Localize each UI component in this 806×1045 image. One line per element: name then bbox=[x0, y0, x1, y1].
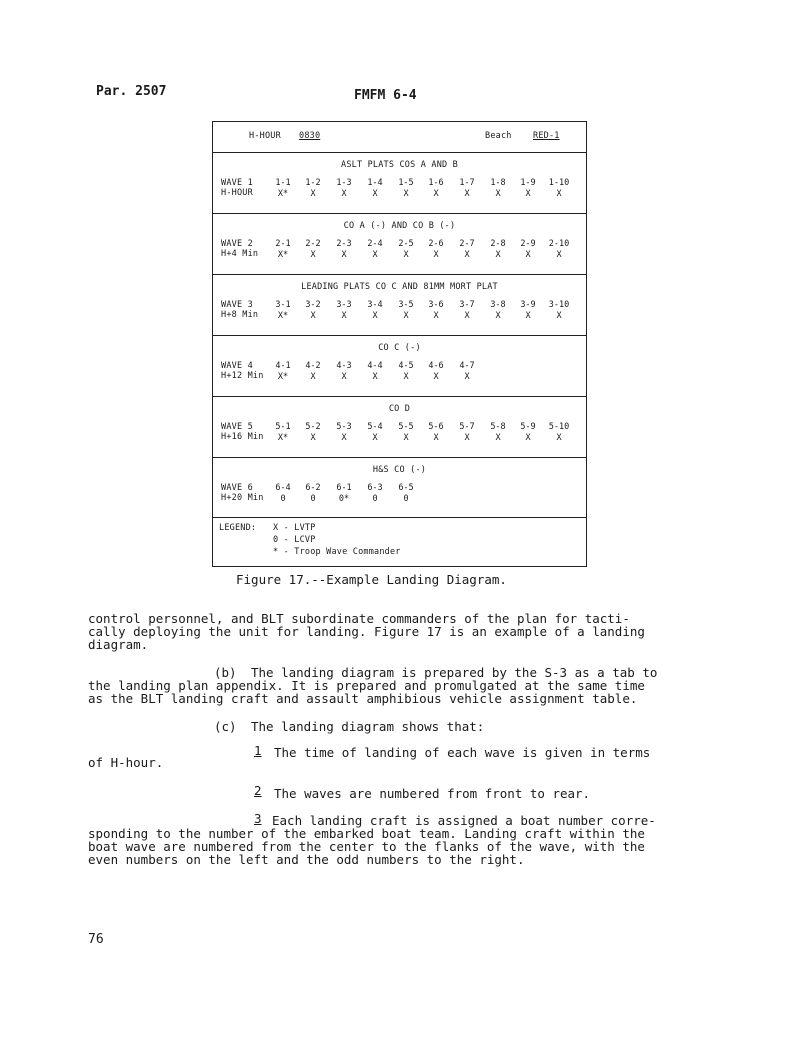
craft-type: X bbox=[310, 189, 316, 199]
boat-number: 1-6 bbox=[428, 178, 444, 188]
boat-number: 2-3 bbox=[336, 239, 352, 249]
boat-number: 5-3 bbox=[336, 422, 352, 432]
boat-number: 2-10 bbox=[548, 239, 570, 249]
craft-type: X bbox=[464, 189, 470, 199]
craft-type: X bbox=[341, 311, 347, 321]
list-item-text: even numbers on the left and the odd numbers to the right. bbox=[88, 852, 525, 867]
craft-type: X bbox=[372, 433, 378, 443]
divider bbox=[213, 152, 586, 153]
section-title: ASLT PLATS COS A AND B bbox=[341, 160, 458, 170]
paragraph-line: control personnel, and BLT subordinate commanders of the plan for tacti- bbox=[88, 611, 630, 626]
craft-type: X bbox=[495, 189, 501, 199]
craft-type: X bbox=[372, 250, 378, 260]
craft-type: X bbox=[403, 433, 409, 443]
paragraph-line: the landing plan appendix. It is prepared and promulgated at the same time bbox=[88, 678, 645, 693]
wave-label: WAVE 5 bbox=[221, 422, 253, 432]
craft-type: X bbox=[310, 250, 316, 260]
boat-number: 4-2 bbox=[305, 361, 321, 371]
boat-number: 6-2 bbox=[305, 483, 321, 493]
craft-type: X bbox=[310, 372, 316, 382]
craft-type: X bbox=[403, 372, 409, 382]
paragraph-line: diagram. bbox=[88, 637, 149, 652]
legend-item: X - LVTP bbox=[273, 523, 316, 533]
divider bbox=[213, 274, 586, 275]
boat-number: 2-7 bbox=[459, 239, 475, 249]
beach-value: RED-1 bbox=[533, 131, 560, 141]
craft-type: X bbox=[403, 250, 409, 260]
section-title: H&S CO (-) bbox=[372, 465, 427, 475]
wave-time: H+16 Min bbox=[221, 432, 264, 442]
boat-number: 2-6 bbox=[428, 239, 444, 249]
list-item-text: boat wave are numbered from the center to the flanks of the wave, with the bbox=[88, 839, 645, 854]
boat-number: 5-9 bbox=[520, 422, 536, 432]
boat-number: 3-8 bbox=[490, 300, 506, 310]
craft-type: X bbox=[433, 311, 439, 321]
boat-number: 1-10 bbox=[548, 178, 570, 188]
craft-type: X bbox=[464, 433, 470, 443]
boat-number: 3-4 bbox=[367, 300, 383, 310]
craft-type: 0 bbox=[372, 494, 378, 504]
boat-number: 4-1 bbox=[275, 361, 291, 371]
subparagraph-marker-b: (b) bbox=[214, 665, 237, 680]
boat-number: 4-7 bbox=[459, 361, 475, 371]
boat-number: 5-8 bbox=[490, 422, 506, 432]
paragraph-line: as the BLT landing craft and assault amphibious vehicle assignment table. bbox=[88, 691, 638, 706]
craft-type: X* bbox=[277, 311, 289, 321]
boat-number: 3-3 bbox=[336, 300, 352, 310]
craft-type: X bbox=[525, 311, 531, 321]
wave-time: H+12 Min bbox=[221, 371, 264, 381]
divider bbox=[213, 396, 586, 397]
craft-type: X bbox=[556, 189, 562, 199]
boat-number: 4-3 bbox=[336, 361, 352, 371]
craft-type: X* bbox=[277, 372, 289, 382]
craft-type: X bbox=[433, 433, 439, 443]
legend-item: 0 - LCVP bbox=[273, 535, 316, 545]
boat-number: 6-3 bbox=[367, 483, 383, 493]
list-item-text: The waves are numbered from front to rear. bbox=[274, 786, 591, 801]
boat-number: 5-10 bbox=[548, 422, 570, 432]
divider bbox=[213, 213, 586, 214]
craft-type: X bbox=[433, 189, 439, 199]
boat-number: 2-4 bbox=[367, 239, 383, 249]
boat-number: 2-1 bbox=[275, 239, 291, 249]
wave-time: H+8 Min bbox=[221, 310, 259, 320]
craft-type: X bbox=[372, 372, 378, 382]
craft-type: X bbox=[495, 250, 501, 260]
boat-number: 3-2 bbox=[305, 300, 321, 310]
header-publication: FMFM 6-4 bbox=[354, 88, 417, 103]
boat-number: 1-3 bbox=[336, 178, 352, 188]
paragraph-line: cally deploying the unit for landing. Figure 17 is an example of a landing bbox=[88, 624, 645, 639]
craft-type: X bbox=[525, 250, 531, 260]
wave-label: WAVE 2 bbox=[221, 239, 253, 249]
boat-number: 4-5 bbox=[398, 361, 414, 371]
boat-number: 1-1 bbox=[275, 178, 291, 188]
boat-number: 2-5 bbox=[398, 239, 414, 249]
wave-label: WAVE 3 bbox=[221, 300, 253, 310]
boat-number: 4-6 bbox=[428, 361, 444, 371]
boat-number: 1-9 bbox=[520, 178, 536, 188]
craft-type: X bbox=[433, 372, 439, 382]
craft-type: X bbox=[310, 311, 316, 321]
craft-type: X* bbox=[277, 433, 289, 443]
list-item-text: Each landing craft is assigned a boat number corre- bbox=[272, 813, 656, 828]
craft-type: X bbox=[433, 250, 439, 260]
boat-number: 5-4 bbox=[367, 422, 383, 432]
boat-number: 6-1 bbox=[336, 483, 352, 493]
page-number: 76 bbox=[88, 932, 104, 947]
craft-type: X bbox=[341, 189, 347, 199]
list-number-1: 1 bbox=[254, 743, 262, 758]
boat-number: 5-7 bbox=[459, 422, 475, 432]
divider bbox=[213, 335, 586, 336]
wave-label: WAVE 1 bbox=[221, 178, 253, 188]
craft-type: X bbox=[310, 433, 316, 443]
boat-number: 3-1 bbox=[275, 300, 291, 310]
craft-type: X bbox=[372, 189, 378, 199]
craft-type: 0 bbox=[280, 494, 286, 504]
craft-type: X bbox=[464, 311, 470, 321]
list-number-3: 3 bbox=[254, 811, 262, 826]
boat-number: 1-8 bbox=[490, 178, 506, 188]
boat-number: 3-10 bbox=[548, 300, 570, 310]
boat-number: 1-7 bbox=[459, 178, 475, 188]
section-title: CO D bbox=[388, 404, 411, 414]
craft-type: X bbox=[525, 189, 531, 199]
boat-number: 1-2 bbox=[305, 178, 321, 188]
craft-type: X bbox=[341, 372, 347, 382]
paragraph-line: The landing diagram is prepared by the S-3 as a tab to bbox=[251, 665, 658, 680]
boat-number: 5-5 bbox=[398, 422, 414, 432]
boat-number: 5-6 bbox=[428, 422, 444, 432]
craft-type: X bbox=[341, 250, 347, 260]
wave-label: WAVE 4 bbox=[221, 361, 253, 371]
boat-number: 4-4 bbox=[367, 361, 383, 371]
section-title: LEADING PLATS CO C AND 81MM MORT PLAT bbox=[301, 282, 498, 292]
craft-type: X bbox=[372, 311, 378, 321]
craft-type: X bbox=[403, 189, 409, 199]
list-number-2: 2 bbox=[254, 783, 262, 798]
beach-label: Beach bbox=[485, 131, 512, 141]
boat-number: 1-4 bbox=[367, 178, 383, 188]
craft-type: X bbox=[464, 250, 470, 260]
wave-time: H+4 Min bbox=[221, 249, 259, 259]
wave-time: H-HOUR bbox=[221, 188, 253, 198]
craft-type: X bbox=[495, 433, 501, 443]
legend-label: LEGEND: bbox=[219, 523, 257, 533]
subparagraph-marker-c: (c) bbox=[214, 719, 237, 734]
hhour-value: 0830 bbox=[299, 131, 321, 141]
craft-type: X bbox=[464, 372, 470, 382]
craft-type: X* bbox=[277, 250, 289, 260]
section-title: CO A (-) AND CO B (-) bbox=[343, 221, 456, 231]
list-item-text: of H-hour. bbox=[88, 755, 164, 770]
craft-type: X bbox=[556, 311, 562, 321]
boat-number: 3-6 bbox=[428, 300, 444, 310]
boat-number: 6-5 bbox=[398, 483, 414, 493]
boat-number: 3-5 bbox=[398, 300, 414, 310]
landing-diagram bbox=[212, 121, 587, 567]
craft-type: X bbox=[556, 250, 562, 260]
wave-time: H+20 Min bbox=[221, 493, 264, 503]
craft-type: X bbox=[341, 433, 347, 443]
figure-caption: Figure 17.--Example Landing Diagram. bbox=[236, 572, 507, 587]
craft-type: 0 bbox=[310, 494, 316, 504]
boat-number: 2-8 bbox=[490, 239, 506, 249]
paragraph-line: The landing diagram shows that: bbox=[251, 719, 485, 734]
boat-number: 1-5 bbox=[398, 178, 414, 188]
boat-number: 5-2 bbox=[305, 422, 321, 432]
boat-number: 3-7 bbox=[459, 300, 475, 310]
divider bbox=[213, 457, 586, 458]
craft-type: X bbox=[403, 311, 409, 321]
craft-type: X bbox=[556, 433, 562, 443]
boat-number: 2-2 bbox=[305, 239, 321, 249]
section-title: CO C (-) bbox=[378, 343, 421, 353]
boat-number: 2-9 bbox=[520, 239, 536, 249]
boat-number: 6-4 bbox=[275, 483, 291, 493]
craft-type: X bbox=[525, 433, 531, 443]
craft-type: 0* bbox=[338, 494, 350, 504]
craft-type: 0 bbox=[403, 494, 409, 504]
list-item-text: The time of landing of each wave is given in terms bbox=[274, 745, 651, 760]
wave-label: WAVE 6 bbox=[221, 483, 253, 493]
craft-type: X* bbox=[277, 189, 289, 199]
header-paragraph-ref: Par. 2507 bbox=[96, 84, 167, 99]
craft-type: X bbox=[495, 311, 501, 321]
legend-item: * - Troop Wave Commander bbox=[273, 547, 401, 557]
hhour-label: H-HOUR bbox=[249, 131, 281, 141]
boat-number: 5-1 bbox=[275, 422, 291, 432]
divider bbox=[213, 517, 586, 518]
list-item-text: sponding to the number of the embarked boat team. Landing craft within the bbox=[88, 826, 645, 841]
boat-number: 3-9 bbox=[520, 300, 536, 310]
